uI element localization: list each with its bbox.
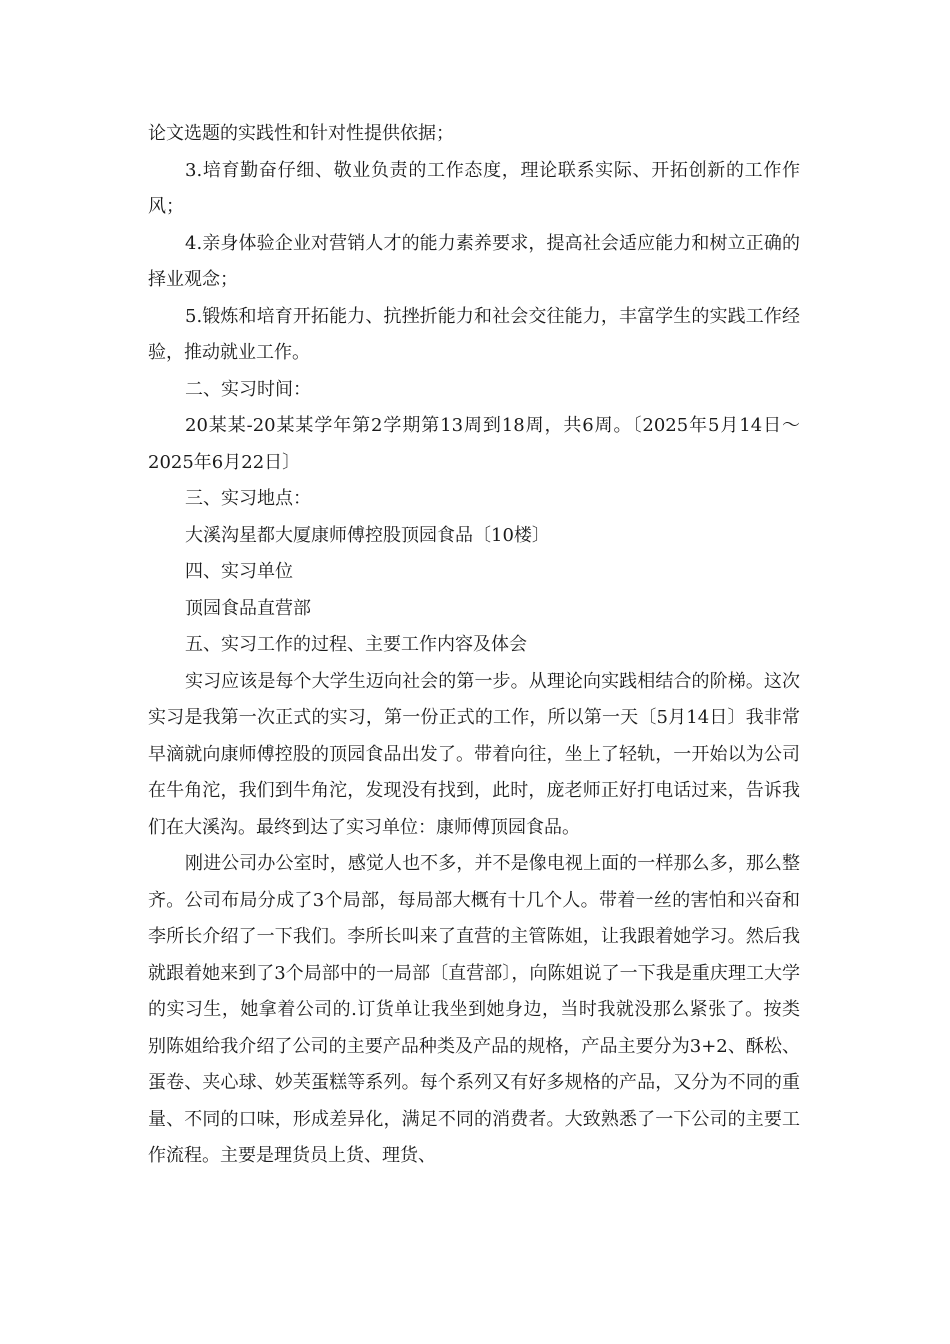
heading-internship-location: 三、实习地点： bbox=[185, 488, 311, 509]
paragraph-process-1: 实习应该是每个大学生迈向社会的第一步。从理论向实践相结合的阶梯。这次实习是我第一次正式的实习，第一份正式的工作，所以第一天〔5月14日〕我非常早滴就向康师傅控股的顶园食品出发了。带着向往，坐上了轻轨，一开始以为公司在牛角沱，我们到牛角沱，发现没有找到，此时，庞老师正好打电话过来，告诉我们在大溪沟。最终到达了实习单位：康师傅顶园食品。 bbox=[148, 670, 800, 838]
document-page bbox=[148, 116, 800, 1175]
paragraph-internship-time: 20某某-20某某学年第2学期第13周到18周，共6周。〔2025年5月14日～2025年6月22日〕 bbox=[148, 415, 800, 473]
paragraph-4: 5.锻炼和培育开拓能力、抗挫折能力和社会交往能力，丰富学生的实践工作经验，推动就业工作。 bbox=[148, 305, 800, 363]
heading-internship-unit: 四、实习单位 bbox=[185, 561, 293, 582]
paragraph-internship-unit: 顶园食品直营部 bbox=[185, 597, 311, 619]
paragraph-internship-location: 大溪沟星都大厦康师傅控股顶园食品〔10楼〕 bbox=[185, 524, 550, 546]
heading-internship-process: 五、实习工作的过程、主要工作内容及体会 bbox=[185, 634, 527, 655]
paragraph-3: 4.亲身体验企业对营销人才的能力素养要求，提高社会适应能力和树立正确的择业观念； bbox=[148, 232, 800, 290]
paragraph-1: 论文选题的实践性和针对性提供依据； bbox=[148, 123, 454, 144]
paragraph-2: 3.培育勤奋仔细、敬业负责的工作态度，理论联系实际、开拓创新的工作作风； bbox=[148, 159, 800, 217]
paragraph-process-2: 刚进公司办公室时，感觉人也不多，并不是像电视上面的一样那么多，那么整齐。公司布局分成了3个局部，每局部大概有十几个人。带着一丝的害怕和兴奋和李所长介绍了一下我们。李所长叫来了直营的主管陈姐，让我跟着她学习。然后我就跟着她来到了3个局部中的一局部〔直营部〕，向陈姐说了一下我是重庆理工大学的实习生，她拿着公司的.订货单让我坐到她身边，当时我就没那么紧张了。按类别陈姐给我介绍了公司的主要产品种类及产品的规格，产品主要分为3+2、酥松、蛋卷、夹心球、妙芙蛋糕等系列。每个系列又有好多规格的产品，又分为不同的重量、不同的口味，形成差异化，满足不同的消费者。大致熟悉了一下公司的主要工作流程。主要是理货员上货、理货、 bbox=[148, 853, 800, 1166]
heading-internship-time: 二、实习时间： bbox=[185, 378, 311, 400]
